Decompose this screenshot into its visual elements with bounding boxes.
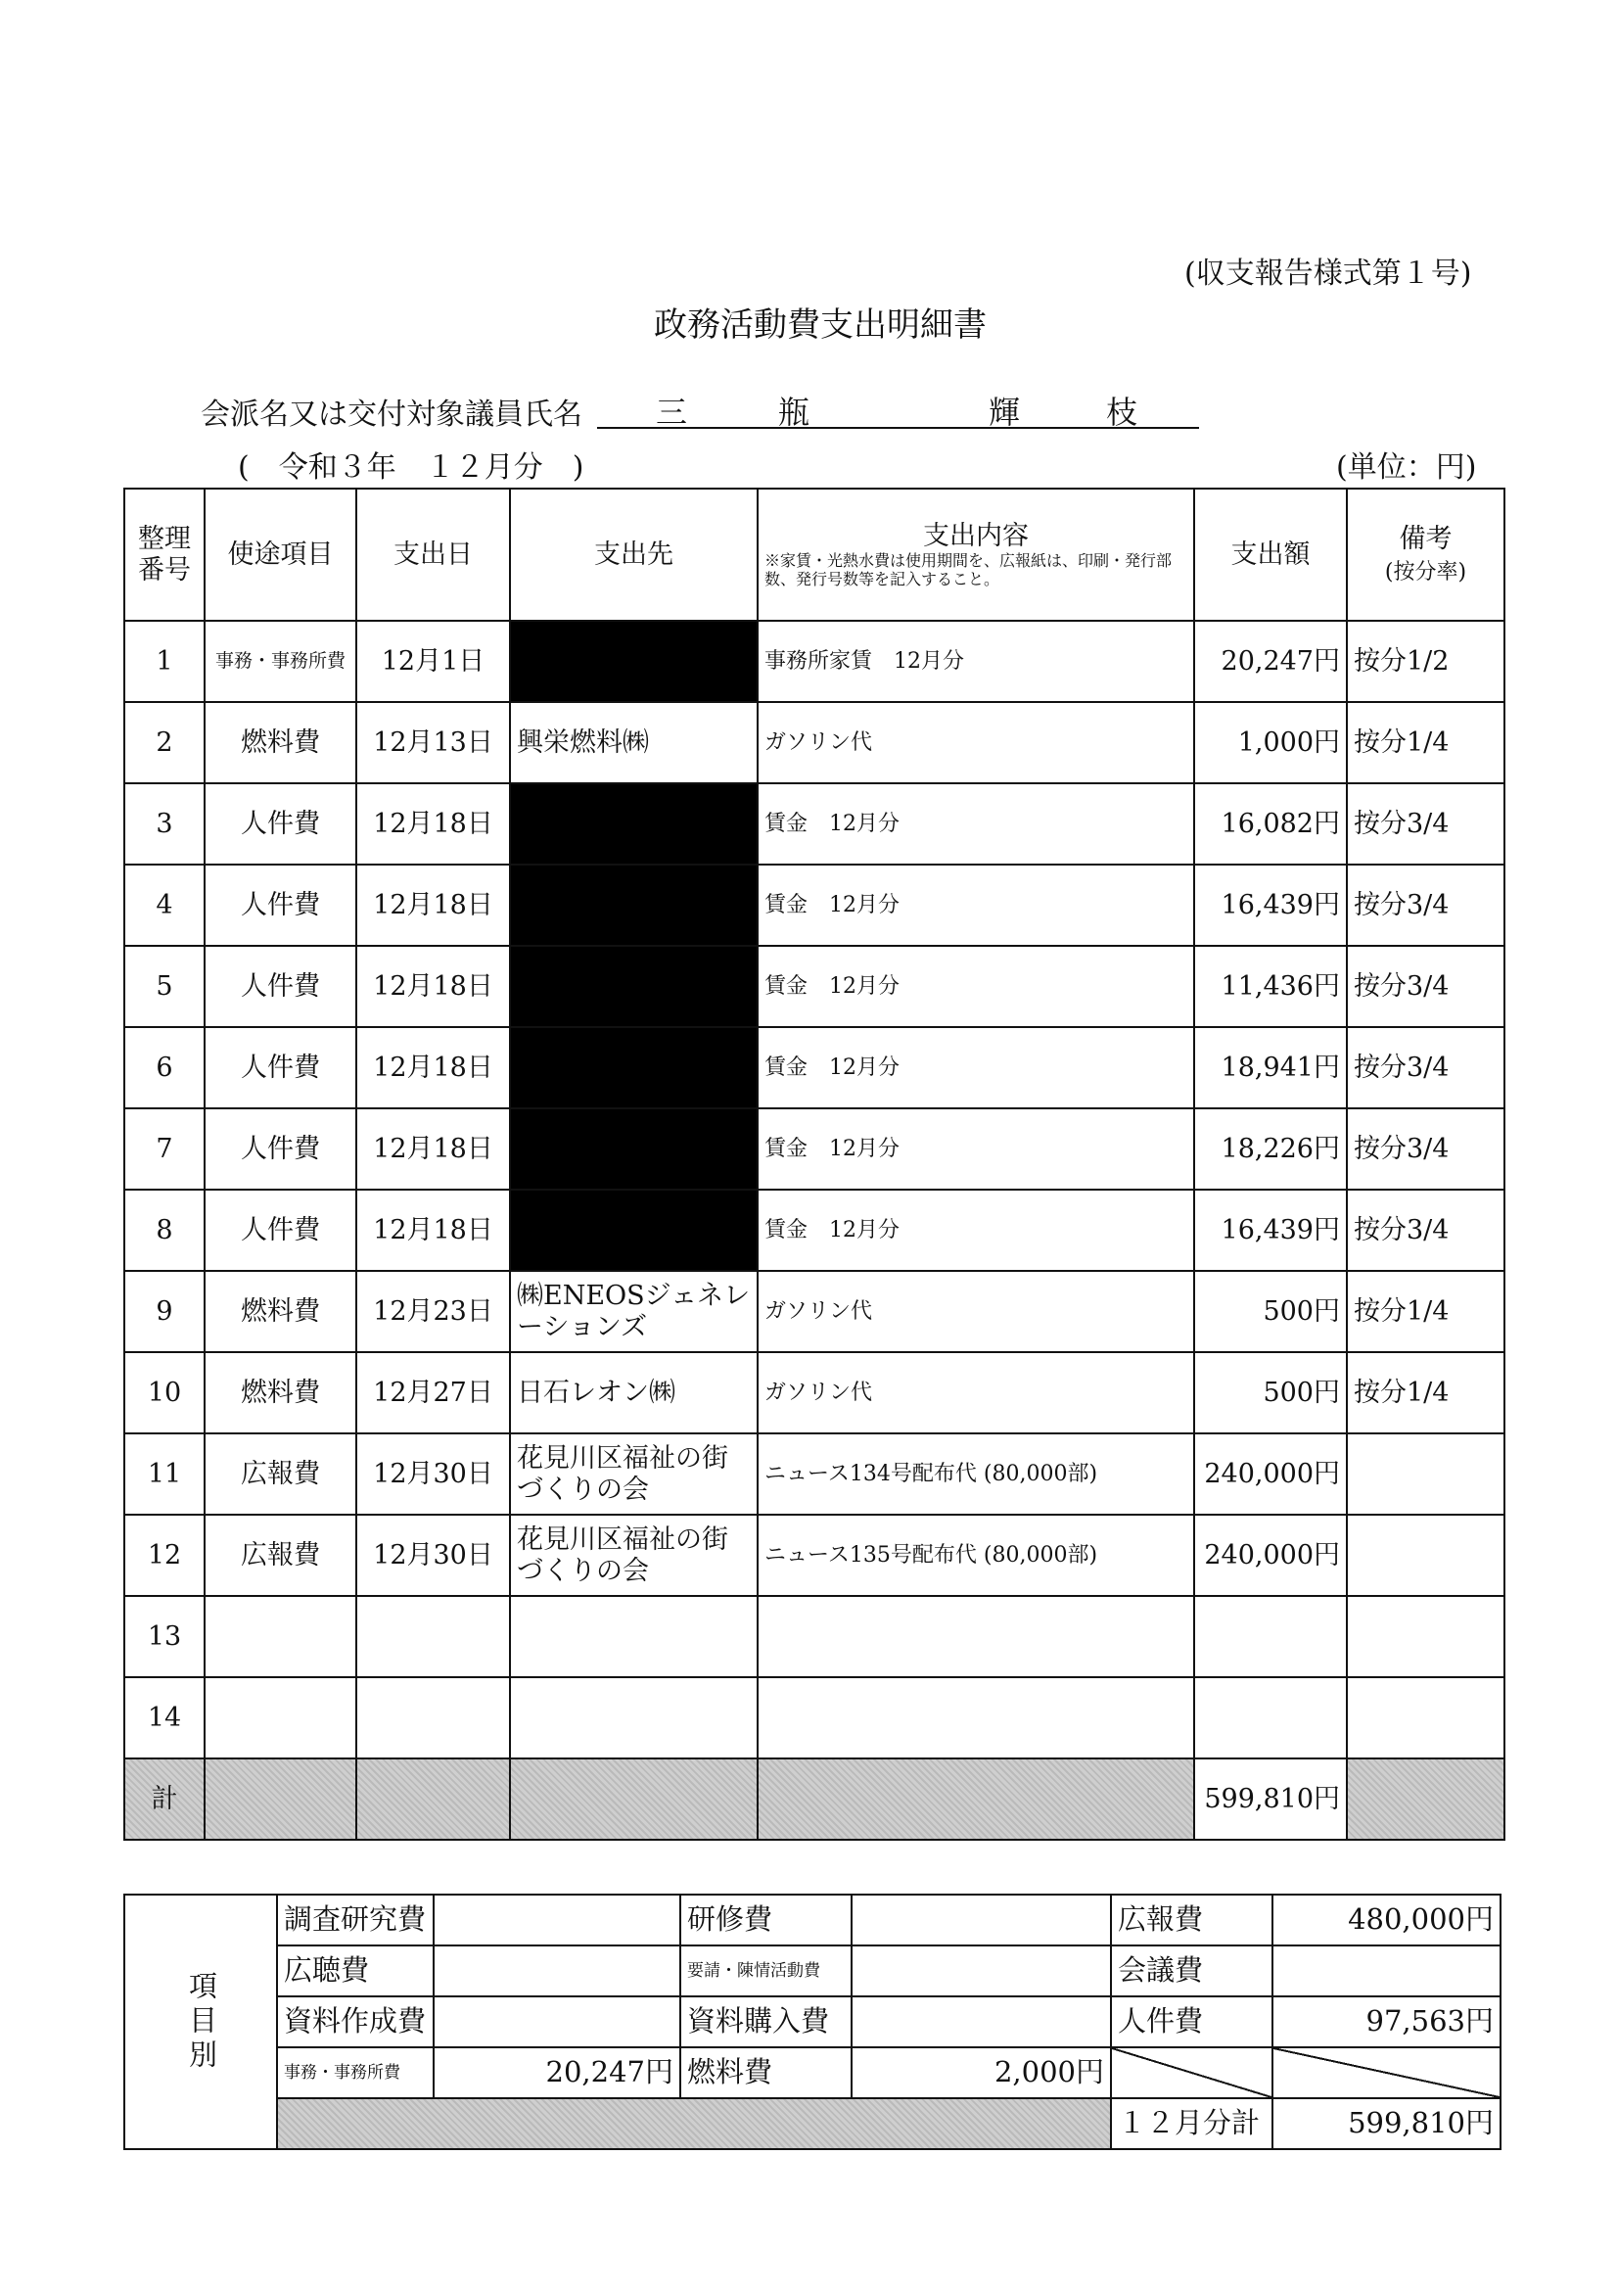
summary-value-meeting — [1272, 1945, 1501, 1996]
document-title: 政務活動費支出明細書 — [654, 305, 987, 345]
row-category: 人件費 — [205, 1108, 356, 1190]
summary-label-office: 事務・事務所費 — [277, 2047, 434, 2098]
row-date: 12月18日 — [356, 865, 510, 946]
row-content: 事務所家賃 12月分 — [758, 621, 1194, 702]
row-remarks: 按分3/4 — [1347, 1027, 1504, 1108]
header-content-title: 支出内容 — [923, 520, 1029, 551]
row-content: 賃金 12月分 — [758, 783, 1194, 865]
summary-value-office: 20,247円 — [434, 2047, 680, 2098]
redacted-payee — [510, 621, 758, 702]
row-payee — [510, 1677, 758, 1758]
row-amount: 500円 — [1194, 1352, 1347, 1433]
row-category: 人件費 — [205, 783, 356, 865]
shaded-cell — [510, 1758, 758, 1840]
row-remarks: 按分1/2 — [1347, 621, 1504, 702]
row-category: 広報費 — [205, 1433, 356, 1515]
table-row — [124, 1271, 1504, 1352]
row-content: ニュース135号配布代 (80,000部) — [758, 1515, 1194, 1596]
row-content: 賃金 12月分 — [758, 1027, 1194, 1108]
summary-value-training — [852, 1895, 1111, 1945]
table-row — [124, 1190, 1504, 1271]
row-remarks — [1347, 1515, 1504, 1596]
faction-label: 会派名又は交付対象議員氏名 — [201, 398, 582, 432]
row-number: 6 — [124, 1027, 205, 1108]
header-remarks — [1347, 489, 1504, 621]
summary-value-materials-purchase — [852, 1996, 1111, 2047]
header-date: 支出日 — [356, 489, 510, 621]
row-number: 13 — [124, 1596, 205, 1677]
summary-value-month-total: 599,810円 — [1272, 2098, 1501, 2149]
row-amount: 1,000円 — [1194, 702, 1347, 783]
row-date — [356, 1596, 510, 1677]
table-row — [124, 1352, 1504, 1433]
row-remarks: 按分3/4 — [1347, 946, 1504, 1027]
form-number: (収支報告様式第１号) — [1184, 257, 1472, 291]
header-remarks-sub: (按分率) — [1384, 559, 1467, 585]
table-row — [124, 621, 1504, 702]
row-date: 12月23日 — [356, 1271, 510, 1352]
row-remarks: 按分3/4 — [1347, 1108, 1504, 1190]
row-remarks — [1347, 1433, 1504, 1515]
summary-label-materials-purchase: 資料購入費 — [680, 1996, 852, 2047]
table-row — [124, 1515, 1504, 1596]
header-amount: 支出額 — [1194, 489, 1347, 621]
row-date: 12月27日 — [356, 1352, 510, 1433]
summary-label-meeting: 会議費 — [1111, 1945, 1272, 1996]
row-remarks: 按分1/4 — [1347, 702, 1504, 783]
row-amount: 16,439円 — [1194, 1190, 1347, 1271]
summary-value-hearing — [434, 1945, 680, 1996]
summary-value-petition — [852, 1945, 1111, 1996]
faction-name-char: 枝 — [1106, 394, 1138, 431]
row-content: 賃金 12月分 — [758, 1190, 1194, 1271]
row-category: 燃料費 — [205, 1352, 356, 1433]
period: ( 令和３年 １２月分 ) — [238, 450, 584, 485]
summary-value-personnel: 97,563円 — [1272, 1996, 1501, 2047]
row-amount: 18,941円 — [1194, 1027, 1347, 1108]
shaded-cell — [1347, 1758, 1504, 1840]
row-content — [758, 1596, 1194, 1677]
table-row — [124, 1108, 1504, 1190]
shaded-cell — [356, 1758, 510, 1840]
row-date: 12月30日 — [356, 1515, 510, 1596]
row-payee: ㈱ENEOSジェネレーションズ — [510, 1271, 758, 1352]
table-row — [124, 946, 1504, 1027]
summary-label-training: 研修費 — [680, 1895, 852, 1945]
summary-label-materials-creation: 資料作成費 — [277, 1996, 434, 2047]
row-content: 賃金 12月分 — [758, 865, 1194, 946]
row-number: 7 — [124, 1108, 205, 1190]
row-category: 事務・事務所費 — [205, 621, 356, 702]
row-remarks — [1347, 1677, 1504, 1758]
table-row — [124, 702, 1504, 783]
summary-value-materials-creation — [434, 1996, 680, 2047]
faction-name-char: 瓶 — [778, 394, 810, 431]
row-content — [758, 1677, 1194, 1758]
row-amount — [1194, 1596, 1347, 1677]
redacted-payee — [510, 1027, 758, 1108]
row-number: 3 — [124, 783, 205, 865]
diagonal-blank-cell — [1111, 2047, 1272, 2098]
row-date: 12月18日 — [356, 946, 510, 1027]
header-content — [758, 489, 1194, 621]
row-payee: 花見川区福祉の街づくりの会 — [510, 1433, 758, 1515]
row-category — [205, 1596, 356, 1677]
faction-name-char: 三 — [656, 394, 688, 431]
row-number: 1 — [124, 621, 205, 702]
row-category: 人件費 — [205, 946, 356, 1027]
row-remarks: 按分1/4 — [1347, 1352, 1504, 1433]
row-category: 人件費 — [205, 865, 356, 946]
row-payee: 花見川区福祉の街づくりの会 — [510, 1515, 758, 1596]
summary-label-pr: 広報費 — [1111, 1895, 1272, 1945]
row-date: 12月18日 — [356, 1108, 510, 1190]
row-number: 9 — [124, 1271, 205, 1352]
row-payee: 日石レオン㈱ — [510, 1352, 758, 1433]
row-payee — [510, 1596, 758, 1677]
row-remarks: 按分3/4 — [1347, 865, 1504, 946]
header-payee: 支出先 — [510, 489, 758, 621]
summary-label-research: 調査研究費 — [277, 1895, 434, 1945]
total-amount: 599,810円 — [1194, 1758, 1347, 1840]
row-number: 11 — [124, 1433, 205, 1515]
row-number: 2 — [124, 702, 205, 783]
row-content: ガソリン代 — [758, 1271, 1194, 1352]
header-remarks-title: 備考 — [1399, 524, 1453, 555]
header-content-note: ※家賃・光熱水費は使用期間を、広報紙は、印刷・発行部数、発行号数等を記入すること。 — [764, 550, 1173, 589]
row-content: ニュース134号配布代 (80,000部) — [758, 1433, 1194, 1515]
row-content: ガソリン代 — [758, 1352, 1194, 1433]
row-category — [205, 1677, 356, 1758]
row-amount: 240,000円 — [1194, 1515, 1347, 1596]
unit-label: (単位：円) — [1336, 450, 1477, 485]
row-payee: 興栄燃料㈱ — [510, 702, 758, 783]
category-summary-table — [123, 1894, 1502, 2150]
redacted-payee — [510, 946, 758, 1027]
row-number: 8 — [124, 1190, 205, 1271]
row-amount: 500円 — [1194, 1271, 1347, 1352]
table-row — [124, 1433, 1504, 1515]
row-date: 12月30日 — [356, 1433, 510, 1515]
row-number: 5 — [124, 946, 205, 1027]
row-date: 12月18日 — [356, 1190, 510, 1271]
redacted-payee — [510, 1108, 758, 1190]
row-category: 人件費 — [205, 1027, 356, 1108]
row-remarks — [1347, 1596, 1504, 1677]
row-date — [356, 1677, 510, 1758]
summary-value-research — [434, 1895, 680, 1945]
header-category: 使途項目 — [205, 489, 356, 621]
faction-name-char: 輝 — [989, 394, 1021, 431]
redacted-payee — [510, 865, 758, 946]
table-row — [124, 783, 1504, 865]
row-content: 賃金 12月分 — [758, 1108, 1194, 1190]
redacted-payee — [510, 1190, 758, 1271]
table-row — [124, 1596, 1504, 1677]
row-number: 4 — [124, 865, 205, 946]
row-remarks: 按分3/4 — [1347, 783, 1504, 865]
row-remarks: 按分3/4 — [1347, 1190, 1504, 1271]
header-number: 整理番号 — [124, 489, 205, 621]
row-category: 広報費 — [205, 1515, 356, 1596]
table-header-row — [124, 489, 1504, 621]
row-amount: 16,439円 — [1194, 865, 1347, 946]
total-label: 計 — [124, 1758, 205, 1840]
row-amount: 16,082円 — [1194, 783, 1347, 865]
row-amount: 20,247円 — [1194, 621, 1347, 702]
summary-side-label: 項目別 — [124, 1895, 277, 2149]
table-row — [124, 1677, 1504, 1758]
shaded-cell — [277, 2098, 1111, 2149]
diagonal-blank-cell — [1272, 2047, 1501, 2098]
summary-label-petition: 要請・陳情活動費 — [680, 1945, 852, 1996]
row-amount: 18,226円 — [1194, 1108, 1347, 1190]
table-row — [124, 1027, 1504, 1108]
row-date: 12月13日 — [356, 702, 510, 783]
summary-label-month-total: １２月分計 — [1111, 2098, 1272, 2149]
total-row — [124, 1758, 1504, 1840]
redacted-payee — [510, 783, 758, 865]
row-content: ガソリン代 — [758, 702, 1194, 783]
row-remarks: 按分1/4 — [1347, 1271, 1504, 1352]
expense-table — [123, 488, 1505, 1841]
summary-label-personnel: 人件費 — [1111, 1996, 1272, 2047]
row-number: 14 — [124, 1677, 205, 1758]
row-category: 燃料費 — [205, 702, 356, 783]
summary-label-fuel: 燃料費 — [680, 2047, 852, 2098]
row-category: 燃料費 — [205, 1271, 356, 1352]
row-date: 12月18日 — [356, 783, 510, 865]
row-category: 人件費 — [205, 1190, 356, 1271]
summary-value-pr: 480,000円 — [1272, 1895, 1501, 1945]
row-amount: 11,436円 — [1194, 946, 1347, 1027]
shaded-cell — [758, 1758, 1194, 1840]
table-row — [124, 865, 1504, 946]
row-content: 賃金 12月分 — [758, 946, 1194, 1027]
row-amount — [1194, 1677, 1347, 1758]
shaded-cell — [205, 1758, 356, 1840]
summary-label-hearing: 広聴費 — [277, 1945, 434, 1996]
row-date: 12月1日 — [356, 621, 510, 702]
row-date: 12月18日 — [356, 1027, 510, 1108]
row-amount: 240,000円 — [1194, 1433, 1347, 1515]
row-number: 12 — [124, 1515, 205, 1596]
faction-name — [597, 386, 1199, 429]
summary-value-fuel: 2,000円 — [852, 2047, 1111, 2098]
row-number: 10 — [124, 1352, 205, 1433]
